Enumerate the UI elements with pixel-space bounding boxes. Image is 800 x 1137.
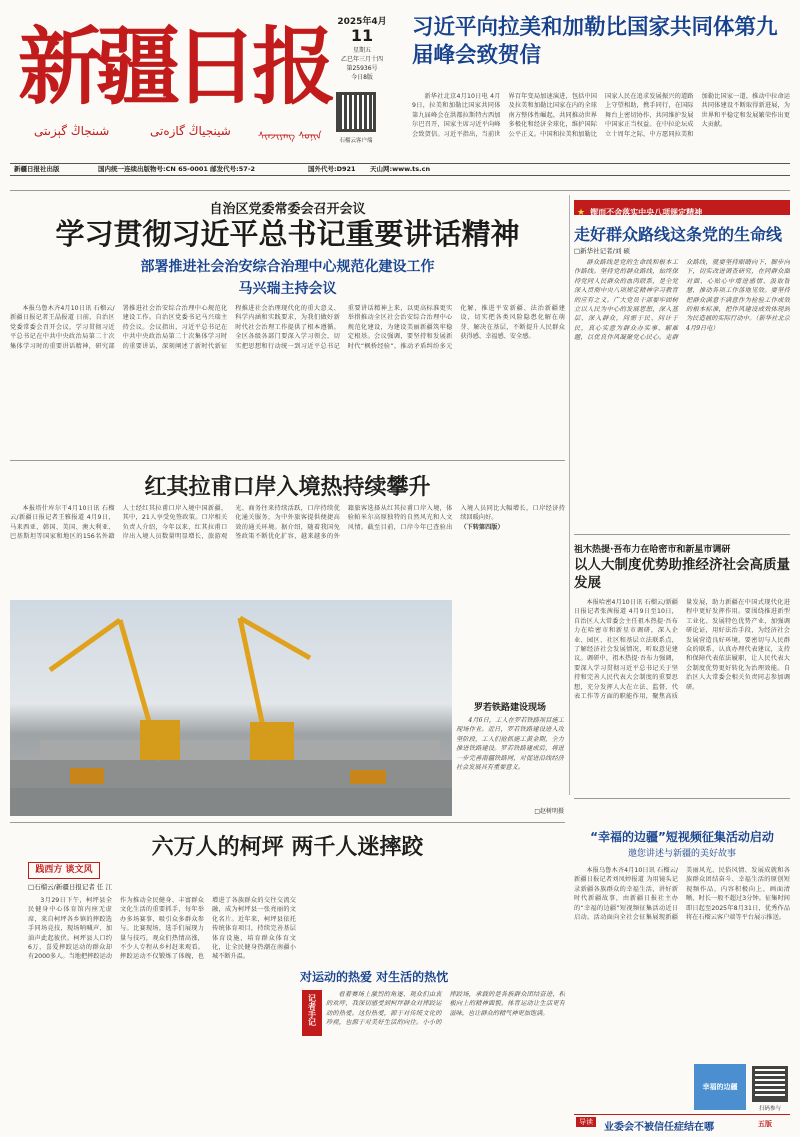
guide-page: 五版 [758,1120,772,1128]
essay-body [326,990,565,1130]
port-jump[interactable]: （下转第四版） [460,523,504,531]
essay-label-text: 记者手记 [307,994,317,1026]
divider [574,798,790,799]
lead-headline[interactable]: 习近平向拉美和加勒比国家共同体第九届峰会致贺信 [412,15,778,68]
kebayi-paragraph: 3月29日下午，柯坪县全民健身中心体育馆内座无虚席，来自柯坪各乡镇的摔跤选手同场竞技，现场呐喊声、加油声此起彼伏。柯坪县人口约6万，喜爱摔跤运动的群众却有2000多人。当地把摔跤运动作为推动全民健身、丰富群众文化生活的重要抓手，每年举办多场赛事，吸引众多群众参与。比赛现场，选手们展现力量与技巧，观众们热情高涨，不少人专程从乡村赶来观看。摔跤运动不仅锻炼了体魄，也增进了各族群众的交往交流交融，成为柯坪县一张亮丽的文化名片。近年来，柯坪县依托传统体育项目，持续完善基层体育设施，培育群众体育文化，让全民健身热潮在南疆小城不断升温。 [28,897,296,961]
column-paragraph: 群众路线是党的生命线和根本工作路线。坚持党的群众路线，始终保持党同人民群众的血肉联系，是全党深入贯彻中央八项规定精神学习教育的应有之义。广大党员干部要牢固树立以人民为中心的发展思想，深入基层、深入群众，问需于民、问计于民，真心实意为群众办实事、解难题，以优良作风凝聚党心民心。走群众路线，就要坚持眼睛向下、脚步向下，切实改进调查研究，在同群众面对面、心贴心中增进感情、汲取智慧，推动各项工作落地见效。要坚持把群众满意不满意作为检验工作成效的根本标准，把作风建设成效体现到为民造福的实际行动中。（新华社北京4月9日电） [574,259,790,342]
lead-paragraph: 新华社北京4月10日电 4月9日，拉美和加勒比国家共同体第九届峰会在洪都拉斯特古西加尔巴召开，国家主席习近平向峰会致贺信。习近平指出，当前世界百年变局加速演进，包括中国及拉美和加勒比国家在内的全球南方整体性崛起，共同推动世界多极化和经济全球化，维护国际公平正义。中国和拉美和加勒比国家人民在追求发展振兴的道路上守望相助，携手同行，在国际舞台上密切协作，共同维护发展中国家正当权益。在中拉论坛成立十周年之际，中方愿同拉美和加勒比国家一道，推动中拉命运共同体建设不断取得新进展，为世界和平稳定和发展繁荣作出更大贡献。 [412,93,790,138]
kebayi-section-logo-text: 践西方 谈文风 [35,865,93,875]
bianjiang-logo-text: 幸福的边疆 [702,1083,738,1091]
bianjiang-subhead: 邀您讲述与新疆的美好故事 [627,849,736,859]
lead-body [412,92,790,160]
qr-code-label: 石榴云客户端 [339,138,373,144]
column-tag [574,200,790,218]
masthead-kazakh: شينجياڭ گازەتى [150,124,231,138]
masthead-mongol: ᠰᠢᠨᠵᠢᠶᠠᠩ ᠰᠣᠨᠢᠨ [258,131,322,142]
construction-photo [10,600,452,816]
main-body [10,304,565,454]
kebayi-body [28,896,296,1130]
main-paragraph: 本报乌鲁木齐4月10日讯 石榴云/新疆日报记者王晶报道 日前，自治区党委常委会召开会议，学习贯彻习近平总书记在中共中央政治局第二十次集体学习时的重要讲话精神，研究部署推进社会治安综合治理中心规范化建设工作。自治区党委书记马兴瑞主持会议。会议指出，习近平总书记在中共中央政治局第二十次集体学习时的重要讲话，深刻阐述了新时代新征程推进社会治理现代化的重大意义、科学内涵和实践要求，为我们做好新时代社会治理工作提供了根本遵循。全区各级各部门要深入学习领会，切实把思想和行动统一到习近平总书记重要讲话精神上来，以更高标准更实举措推动全区社会治安综合治理中心规范化建设，为建设美丽新疆筑牢稳定根基。会议强调，要坚持和发展新时代“枫桥经验”，推动矛盾纠纷多元化解，推进平安新疆、法治新疆建设，切实把各类风险隐患化解在萌芽、解决在基层，不断提升人民群众获得感、幸福感、安全感。 [10,305,565,350]
hami-body [574,598,790,798]
masthead-title: 新疆日报 [18,17,331,116]
essay-paragraph: 看着赛场上激烈的角逐、观众们由衷的欢呼，我深切感受到柯坪群众对摔跤运动的热爱。这份热爱，源于对传统文化的珍视，也源于对美好生活的向往。小小的摔跤场，承载的是各族群众团结奋进、积极向上的精神面貌。体育运动让生活更有滋味，也让群众的精气神更加饱满。 [326,991,565,1027]
photo-caption [456,716,564,806]
divider [569,195,570,795]
bianjiang-body [574,866,790,1062]
essay-label [302,990,322,1036]
hami-paragraph: 本报哈密4月10日讯 石榴云/新疆日报记者张茜报道 4月9日至10日，自治区人大常委会主任祖木热提·吾布力在哈密市和新星市调研，深入企业、园区、社区和基层立法联系点，了解经济社会发展情况，听取意见建议。调研中，祖木热提·吾布力强调，要深入学习贯彻习近平总书记关于坚持和完善人民代表大会制度的重要思想，充分发挥人大在立法、监督、代表工作等方面的职能作用，聚焦高质量发展，助力新疆在中国式现代化进程中更好发挥作用。要围绕推进新型工业化、发展特色优势产业，加强调研论证，用好法治手段，为经济社会发展营造良好环境。要密切与人民群众的联系，认真办理代表建议，支持和保障代表依法履职，让人民代表大会制度优势更好转化为治理效能。自治区人大常委会相关负责同志参加调研。 [574,599,790,701]
publisher-label: 新疆日报社出版 [14,165,60,173]
photo-caption-text: 4月6日，工人在罗若铁路项目施工现场作业。近日，罗若铁路建设进入攻坚阶段，工人们抢抓施工黄金期，全力推进铁路建设。罗若铁路建成后，将进一步完善南疆铁路网，对促进沿线经济社会发展具有重要意义。 [456,717,564,772]
column-author: □新华社记者/刘 硕 [574,247,630,255]
guide-box[interactable] [574,1114,790,1132]
port-headline[interactable]: 红其拉甫口岸入境热持续攀升 [144,475,431,500]
bianjiang-qr-label: 扫码参与 [758,1106,781,1112]
bianjiang-logo [694,1064,746,1110]
divider [574,534,790,535]
divider [10,190,790,191]
website-link[interactable]: 天山网:www.ts.cn [370,165,431,173]
issue-number: 第25936号 [346,65,378,72]
qr-code[interactable] [336,92,376,132]
hami-kicker: 祖木热提·吾布力在哈密市和新星市调研 [574,545,731,555]
column-body [574,258,790,528]
essay-headline[interactable]: 对运动的热爱 对生活的热忱 [300,970,449,984]
bianjiang-paragraph: 本报乌鲁木齐4月10日讯 石榴云/新疆日报记者刘凤婷报道 为用镜头记录新疆各族群众的幸福生活，讲好新时代新疆故事，由新疆日报社主办的“幸福的边疆”短视频征集活动近日启动。活动面向全社会征集展现新疆美丽风光、民俗风情、发展成就和各族群众团结奋斗、幸福生活的原创短视频作品，内容积极向上，画面清晰，时长一般不超过3分钟。征集时间即日起至2025年8月31日，优秀作品将在石榴云客户端等平台展示推送。 [574,867,790,922]
bianjiang-qr-code[interactable] [752,1066,788,1102]
photo-label: 罗若铁路建设现场 [473,703,546,713]
publication-info-bar [10,163,790,176]
kebayi-headline[interactable]: 六万人的柯坪 两千人迷摔跤 [151,835,424,860]
column-headline[interactable]: 走好群众路线这条党的生命线 [574,225,783,244]
date-day: 11 [350,26,374,45]
main-byline: 马兴瑞主持会议 [238,281,337,297]
column-tag-label: 锲而不舍落实中央八项规定精神 [590,208,703,217]
guide-headline: 业委会不被信任症结在哪 [604,1122,714,1133]
star-icon: ★ [577,208,586,218]
guide-tag: 导读 [576,1117,596,1127]
main-kicker: 自治区党委常委会召开会议 [209,202,366,217]
main-subhead: 部署推进社会治安综合治理中心规范化建设工作 [140,259,435,275]
hami-headline[interactable]: 以人大制度优势助推经济社会高质量发展 [574,557,790,591]
photo-credit: □赵树明摄 [534,808,564,815]
intl-number: 国外代号:D921 [308,165,356,173]
date-block [333,14,391,81]
bianjiang-headline[interactable]: “幸福的边疆”短视频征集活动启动 [590,830,774,844]
port-paragraph: 本报塔什库尔干4月10日讯 石榴云/新疆日报记者王雅报道 4月9日，马来西亚、韩国、美国、澳大利亚、巴基斯坦等国家和地区的156名外籍人士经红其拉甫口岸入境中国新疆，其中，21人享受免签政策。口岸相关负责人介绍，今年以来，红其拉甫口岸出入境人员数量明显增长，旅游观光、商务往来持续活跃，口岸持续优化通关服务，为中外旅客提供便捷高效的通关环境。据介绍，随着我国免签政策不断优化扩容，越来越多的外籍旅客选择从红其拉甫口岸入境，体验帕米尔高原独特的自然风光和人文风情。截至目前，口岸今年已查验出入境人员同比大幅增长，口岸经济持续回暖向好。 [10,505,565,541]
date-year-month: 2025年4月 [337,17,387,27]
kebayi-section-logo [28,862,100,879]
page-count: 今日8版 [351,74,373,81]
date-weekday: 星期五 [352,47,371,54]
masthead-uyghur: شىنجاڭ گېزىتى [34,124,110,138]
cn-number: 国内统一连续出版物号:CN 65-0001 邮发代号:57-2 [98,165,256,173]
date-lunar: 乙巳年三月十四 [340,56,383,63]
divider [10,460,565,461]
main-headline[interactable]: 学习贯彻习近平总书记重要讲话精神 [55,217,520,251]
divider [10,822,565,823]
kebayi-byline: □石榴云/新疆日报记者 任 江 [28,883,112,891]
photo-illustration [10,600,452,816]
port-body [10,504,565,592]
